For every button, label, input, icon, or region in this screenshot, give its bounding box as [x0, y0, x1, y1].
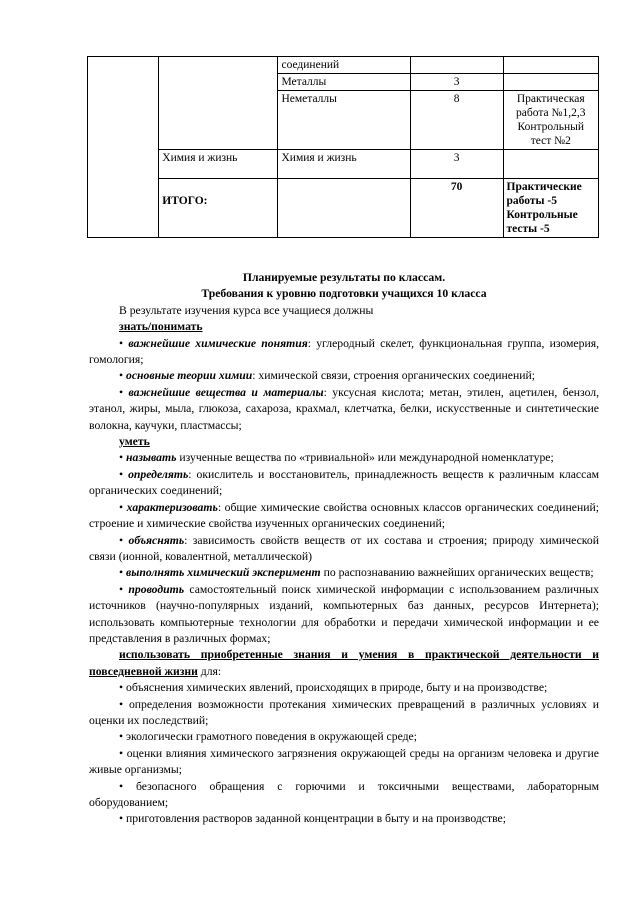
- total-label: ИТОГО:: [162, 195, 208, 207]
- table-cell: [503, 74, 598, 91]
- item-text: : углеродный скелет, функциональная группа, изомерия, гомология;: [89, 336, 600, 367]
- table-row: [88, 179, 599, 238]
- item-term: называть: [126, 451, 177, 465]
- list-item: [89, 729, 599, 745]
- table-cell: [159, 57, 278, 150]
- list-item: [89, 450, 599, 466]
- list-item: [89, 336, 599, 369]
- item-text: : окислитель и восстановитель, принадлежность веществ к различным классам органических соединений;: [89, 467, 599, 498]
- item-text: : зависимость свойств веществ от их состава и строения; природу химической связи (ионной, ковалентной, металлической): [89, 533, 599, 563]
- cell-line: тесты -5: [506, 223, 550, 235]
- item-term: объяснять: [128, 533, 185, 547]
- item-text: приготовления растворов заданной концентрации в быту и на производстве;: [126, 812, 506, 826]
- table-cell: 70: [410, 179, 503, 238]
- bullet-icon: •: [119, 779, 124, 793]
- bullet-icon: •: [119, 566, 124, 580]
- bullet-icon: •: [119, 582, 124, 596]
- table-cell: 3: [410, 150, 503, 179]
- bullet-icon: •: [119, 746, 124, 760]
- table-row: [88, 150, 599, 179]
- item-term: характеризовать: [126, 500, 218, 514]
- bullet-icon: •: [119, 681, 124, 695]
- requirements-section: [89, 270, 599, 828]
- use-heading: использовать приобретенные знания и умения в практической деятельности и повседневной жизни: [89, 648, 599, 678]
- list-item: [89, 680, 599, 696]
- item-text: безопасного обращения с горючими и токсичными веществами, лабораторным оборудованием;: [89, 779, 599, 809]
- bullet-icon: •: [119, 385, 124, 399]
- item-text: по распознаванию важнейших органических веществ;: [320, 566, 594, 580]
- item-term: основные теории химии: [126, 369, 253, 383]
- intro-text: В результате изучения курса все учащиеся должны: [119, 303, 374, 317]
- item-term: важнейшие вещества и материалы: [128, 385, 324, 399]
- bullet-icon: •: [119, 336, 124, 350]
- item-text: : уксусная кислота; метан, этилен, ацетилен, бензол, этанол, жиры, мыла, глюкоза, сахароза, крахмал, клетчатка, белки, искусственные и синтетические волокна, каучуки, пластмассы;: [89, 385, 600, 432]
- table-cell: Химия и жизнь: [278, 150, 410, 179]
- list-item: [89, 368, 599, 384]
- list-item: [89, 746, 599, 779]
- cell-line: тест №2: [530, 135, 571, 147]
- item-text: : общие химические свойства основных классов органических соединений; строение и химические свойства изученных органических соединений;: [89, 500, 599, 531]
- cell-line: Контрольные: [506, 209, 578, 221]
- bullet-icon: •: [119, 812, 124, 826]
- bullet-icon: •: [119, 697, 124, 711]
- list-item: [89, 533, 599, 566]
- item-text: объяснения химических явлений, происходящих в природе, быту и на производстве;: [126, 681, 548, 695]
- list-item: [89, 582, 599, 648]
- table-cell: 8: [410, 91, 503, 150]
- item-term: определять: [128, 467, 189, 481]
- list-item: [89, 811, 599, 827]
- table-cell: [503, 91, 598, 150]
- bullet-icon: •: [119, 500, 124, 514]
- table-cell: Неметаллы: [278, 91, 410, 150]
- use-heading-suffix: для:: [197, 664, 222, 678]
- table-cell: [410, 57, 503, 74]
- item-text: изученные вещества по «тривиальной» или международной номенклатуре;: [176, 451, 554, 465]
- section-subtitle: Требования к уровню подготовки учащихся 10 класса: [201, 287, 487, 301]
- can-heading: уметь: [119, 435, 150, 449]
- cell-line: работы -5: [506, 195, 557, 207]
- item-term: важнейшие химические понятия: [128, 336, 308, 350]
- section-title: Планируемые результаты по классам.: [242, 271, 446, 284]
- item-text: экологически грамотного поведения в окружающей среде;: [126, 730, 417, 744]
- list-item: [89, 779, 599, 812]
- table-cell: [503, 179, 598, 238]
- table-row: [88, 57, 599, 74]
- table-cell: [159, 179, 278, 238]
- item-text: определения возможности протекания химических превращений в различных условиях и оценки их последствий;: [89, 697, 600, 727]
- cell-line: Практическая: [516, 93, 585, 105]
- list-item: [89, 500, 599, 533]
- item-text: : химической связи, строения органических соединений;: [252, 369, 536, 383]
- item-term: выполнять химический эксперимент: [126, 566, 321, 580]
- can-heading-line: [89, 434, 599, 450]
- table-cell: [88, 57, 159, 238]
- item-text: оценки влияния химического загрязнения окружающей среды на организм человека и другие живые организмы;: [89, 746, 599, 777]
- know-heading-line: [89, 319, 599, 335]
- know-heading: знать/понимать: [119, 320, 203, 334]
- bullet-icon: •: [119, 533, 124, 547]
- item-term: проводить: [128, 582, 185, 596]
- list-item: [89, 697, 599, 730]
- bullet-icon: •: [119, 467, 124, 481]
- cell-line: Практические: [506, 181, 582, 193]
- table-cell: Химия и жизнь: [159, 150, 278, 179]
- table-cell: [278, 179, 410, 238]
- bullet-icon: •: [119, 730, 124, 744]
- table-cell: соединений: [278, 57, 410, 74]
- table-cell: [503, 150, 598, 179]
- list-item: [89, 565, 599, 581]
- use-heading-line: [89, 647, 599, 680]
- list-item: [89, 385, 599, 434]
- curriculum-table: [87, 56, 599, 238]
- table-cell: Металлы: [278, 74, 410, 91]
- cell-line: работа №1,2,3: [516, 107, 586, 119]
- list-item: [89, 467, 599, 500]
- item-text: самостоятельный поиск химической информации с использованием различных источников (научно-популярных изданий, компьютерных баз данных, ресурсов Интернета); использовать компьютерные технологии для обработки и передачи химической информации и ее представления в различных формах;: [89, 582, 599, 645]
- bullet-icon: •: [119, 369, 124, 383]
- bullet-icon: •: [119, 451, 124, 465]
- table-cell: [503, 57, 598, 74]
- table-cell: 3: [410, 74, 503, 91]
- cell-line: Контрольный: [517, 121, 585, 133]
